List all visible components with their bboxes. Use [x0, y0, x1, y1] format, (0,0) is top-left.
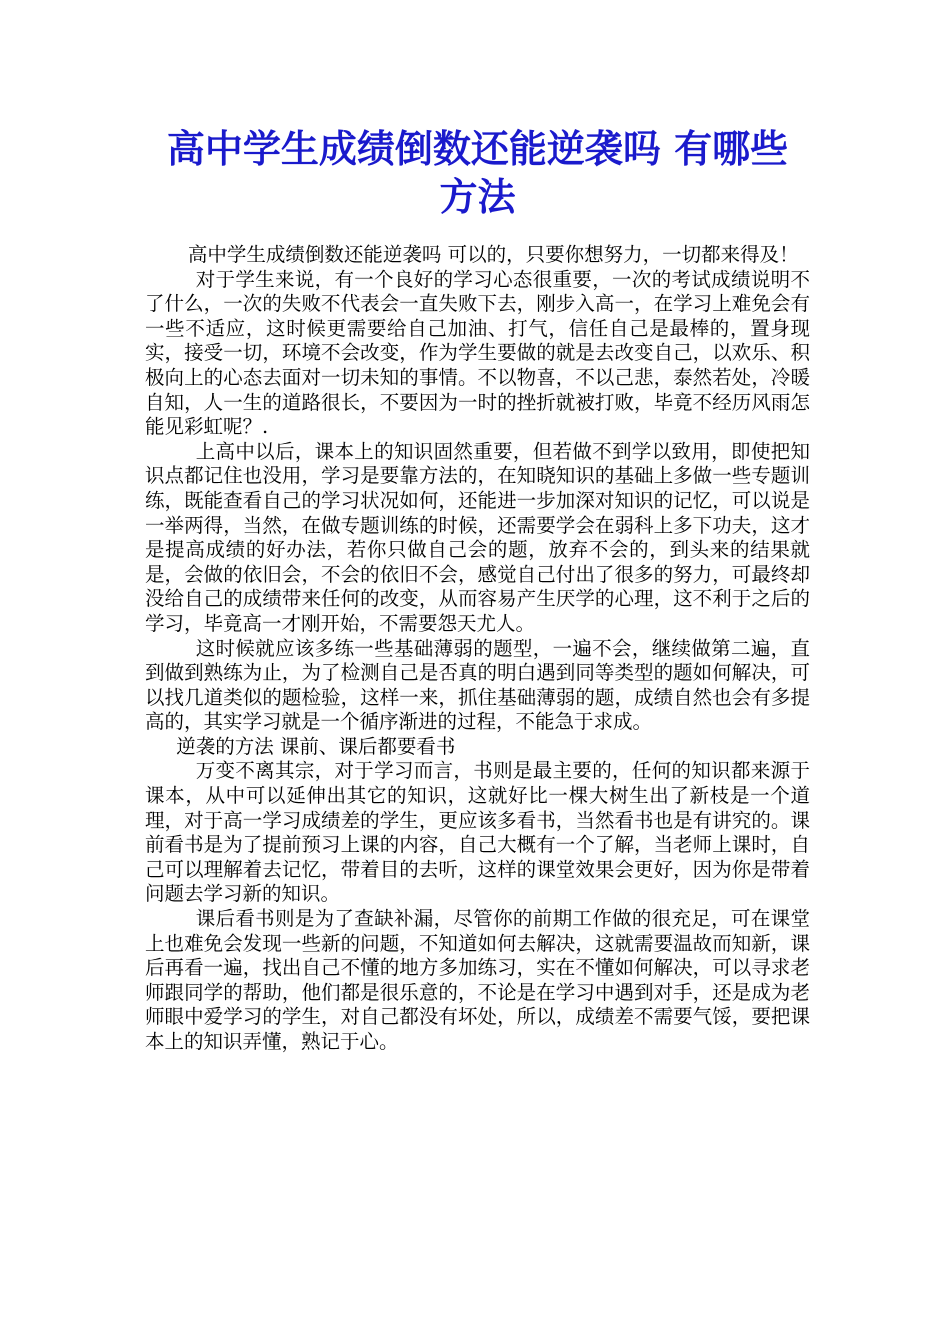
paragraph-practice: 上高中以后，课本上的知识固然重要，但若做不到学以致用，即使把知识点都记住也没用，学习是要靠方法的，在知晓知识的基础上多做一些专题训练，既能查看自己的学习状况如何，还能进一步加深对知识的记忆，可以说是一举两得，当然，在做专题训练的时候，还需要学会在弱科上多下功夫，这才是提高成绩的好办法，若你只做自己会的题，放弃不会的，到头来的结果就是，会做的依旧会，不会的依旧不会，感觉自己付出了很多的努力，可最终却没给自己的成绩带来任何的改变，从而容易产生厌学的心理，这不利于之后的学习，毕竟高一才刚开始，不需要怨天尤人。 — [145, 439, 810, 635]
paragraph-read-before-class: 万变不离其宗，对于学习而言，书则是最主要的，任何的知识都来源于课本，从中可以延伸出其它的知识，这就好比一棵大树生出了新枝是一个道理，对于高一学习成绩差的学生，更应该多看书，当然看书也是有讲究的。课前看书是为了提前预习上课的内容，自己大概有一个了解，当老师上课时，自己可以理解着去记忆，带着目的去听，这样的课堂效果会更好，因为你是带着问题去学习新的知识。 — [145, 759, 810, 906]
paragraph-mindset: 对于学生来说，有一个良好的学习心态很重要，一次的考试成绩说明不了什么，一次的失败不代表会一直失败下去，刚步入高一，在学习上难免会有一些不适应，这时候更需要给自己加油、打气，信任自己是最棒的，置身现实，接受一切，环境不会改变，作为学生要做的就是去改变自己，以欢乐、积极向上的心态去面对一切未知的事情。不以物喜，不以己悲，泰然若处，冷暖自知，人一生的道路很长，不要因为一时的挫折就被打败，毕竟不经历风雨怎能见彩虹呢？. — [145, 267, 810, 439]
document-body — [145, 243, 810, 1055]
paragraph-read-after-class: 课后看书则是为了查缺补漏，尽管你的前期工作做的很充足，可在课堂上也难免会发现一些新的问题，不知道如何去解决，这就需要温故而知新，课后再看一遍，找出自己不懂的地方多加练习，实在不懂如何解决，可以寻求老师跟同学的帮助，他们都是很乐意的，不论是在学习中遇到对手，还是成为老师眼中爱学习的学生，对自己都没有坏处，所以，成绩差不需要气馁，要把课本上的知识弄懂，熟记于心。 — [145, 907, 810, 1053]
document-page — [145, 125, 810, 1055]
document-title: 高中学生成绩倒数还能逆袭吗 有哪些方法 — [166, 126, 789, 219]
paragraph-basics: 这时候就应该多练一些基础薄弱的题型，一遍不会，继续做第二遍，直到做到熟练为止，为了检测自己是否真的明白遇到同等类型的题如何解决，可以找几道类似的题检验，这样一来，抓住基础薄弱的题，成绩自然也会有多提高的，其实学习就是一个循序渐进的过程，不能急于求成。 — [145, 636, 810, 734]
paragraph-intro: 高中学生成绩倒数还能逆袭吗 可以的，只要你想努力，一切都来得及！ — [187, 243, 799, 266]
section-heading-methods: 逆袭的方法 课前、课后都要看书 — [176, 734, 456, 758]
